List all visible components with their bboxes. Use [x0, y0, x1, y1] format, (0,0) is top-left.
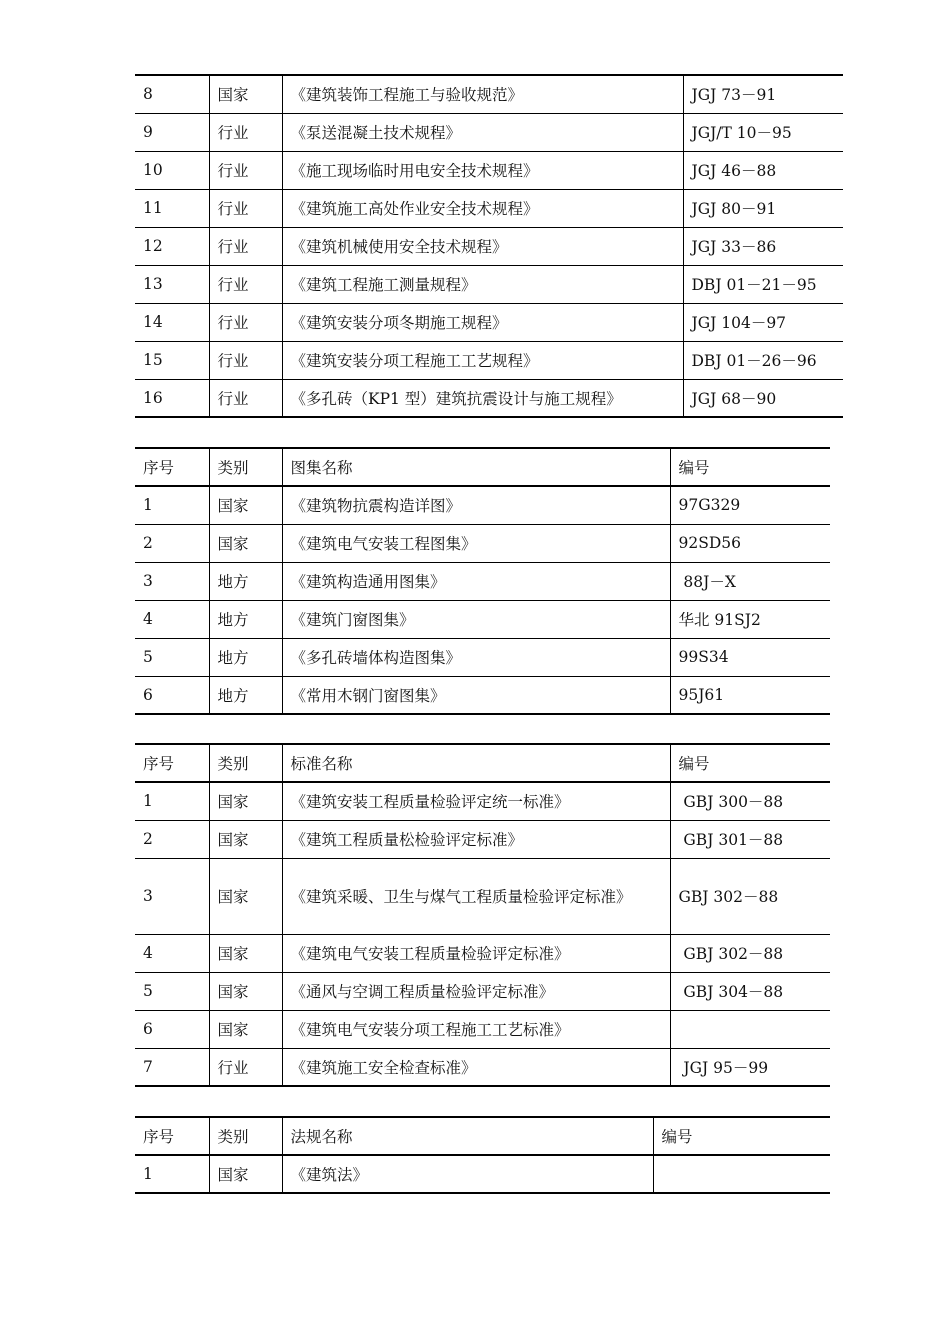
cell-category: 地方	[209, 676, 282, 714]
cell-code	[653, 1155, 830, 1193]
table-row	[135, 486, 830, 524]
cell-name: 《建筑采暖、卫生与煤气工程质量检验评定标准》	[282, 858, 670, 934]
cell-name: 《建筑法》	[282, 1155, 653, 1193]
header-no: 序号	[135, 744, 209, 782]
header-code: 编号	[670, 448, 830, 486]
cell-name: 《建筑门窗图集》	[282, 600, 670, 638]
header-name: 图集名称	[282, 448, 670, 486]
cell-category: 地方	[209, 600, 282, 638]
cell-category: 国家	[209, 934, 282, 972]
cell-category: 行业	[209, 1048, 282, 1086]
standards-table	[135, 743, 830, 1087]
cell-no: 3	[135, 562, 209, 600]
cell-code: JGJ 104－97	[683, 303, 843, 341]
cell-category: 行业	[209, 265, 282, 303]
cell-category: 行业	[209, 379, 282, 417]
cell-no: 3	[135, 858, 209, 934]
table-header-row	[135, 744, 830, 782]
table-row	[135, 151, 843, 189]
cell-code: 95J61	[670, 676, 830, 714]
header-name: 标准名称	[282, 744, 670, 782]
laws-table	[135, 1116, 830, 1194]
cell-code: JGJ 80－91	[683, 189, 843, 227]
cell-no: 10	[135, 151, 209, 189]
cell-category: 国家	[209, 1155, 282, 1193]
specifications-table	[135, 74, 843, 418]
cell-category: 行业	[209, 303, 282, 341]
cell-no: 13	[135, 265, 209, 303]
cell-no: 6	[135, 1010, 209, 1048]
cell-name: 《建筑机械使用安全技术规程》	[282, 227, 683, 265]
cell-category: 行业	[209, 227, 282, 265]
cell-name: 《建筑装饰工程施工与验收规范》	[282, 75, 683, 113]
table-row	[135, 858, 830, 934]
table-row	[135, 379, 843, 417]
cell-code: DBJ 01－21－95	[683, 265, 843, 303]
cell-no: 1	[135, 486, 209, 524]
cell-category: 国家	[209, 75, 282, 113]
cell-no: 5	[135, 972, 209, 1010]
cell-no: 4	[135, 934, 209, 972]
cell-name: 《建筑安装工程质量检验评定统一标准》	[282, 782, 670, 820]
header-name: 法规名称	[282, 1117, 653, 1155]
cell-name: 《建筑安装分项冬期施工规程》	[282, 303, 683, 341]
table-row	[135, 562, 830, 600]
cell-category: 地方	[209, 638, 282, 676]
table-row	[135, 1048, 830, 1086]
cell-code: GBJ 302－88	[670, 934, 830, 972]
cell-name: 《建筑电气安装分项工程施工工艺标准》	[282, 1010, 670, 1048]
table-row	[135, 600, 830, 638]
cell-name: 《建筑电气安装工程质量检验评定标准》	[282, 934, 670, 972]
table-row	[135, 524, 830, 562]
cell-category: 国家	[209, 972, 282, 1010]
cell-no: 12	[135, 227, 209, 265]
table-row	[135, 1155, 830, 1193]
cell-no: 15	[135, 341, 209, 379]
cell-name: 《常用木钢门窗图集》	[282, 676, 670, 714]
cell-no: 14	[135, 303, 209, 341]
table-row	[135, 227, 843, 265]
cell-code: 华北 91SJ2	[670, 600, 830, 638]
cell-category: 行业	[209, 189, 282, 227]
table-row	[135, 113, 843, 151]
cell-code: DBJ 01－26－96	[683, 341, 843, 379]
cell-name: 《建筑物抗震构造详图》	[282, 486, 670, 524]
table-row	[135, 934, 830, 972]
header-category: 类别	[209, 1117, 282, 1155]
header-code: 编号	[653, 1117, 830, 1155]
cell-no: 11	[135, 189, 209, 227]
cell-category: 行业	[209, 151, 282, 189]
table-row	[135, 972, 830, 1010]
cell-code: JGJ 73－91	[683, 75, 843, 113]
cell-name: 《通风与空调工程质量检验评定标准》	[282, 972, 670, 1010]
cell-no: 8	[135, 75, 209, 113]
cell-no: 1	[135, 782, 209, 820]
cell-code: 99S34	[670, 638, 830, 676]
header-code: 编号	[670, 744, 830, 782]
cell-code: GBJ 304－88	[670, 972, 830, 1010]
cell-name: 《多孔砖（KP1 型）建筑抗震设计与施工规程》	[282, 379, 683, 417]
cell-no: 1	[135, 1155, 209, 1193]
cell-code	[670, 1010, 830, 1048]
cell-no: 16	[135, 379, 209, 417]
cell-name: 《建筑施工安全检查标准》	[282, 1048, 670, 1086]
cell-code: JGJ 95－99	[670, 1048, 830, 1086]
cell-category: 地方	[209, 562, 282, 600]
cell-category: 国家	[209, 486, 282, 524]
cell-name: 《建筑构造通用图集》	[282, 562, 670, 600]
table-header-row	[135, 1117, 830, 1155]
table-row	[135, 1010, 830, 1048]
header-no: 序号	[135, 448, 209, 486]
cell-code: JGJ/T 10－95	[683, 113, 843, 151]
table-row	[135, 303, 843, 341]
cell-category: 国家	[209, 820, 282, 858]
cell-code: 88J－X	[670, 562, 830, 600]
atlas-table	[135, 447, 830, 715]
cell-no: 2	[135, 524, 209, 562]
table-row	[135, 189, 843, 227]
cell-code: GBJ 302－88	[670, 858, 830, 934]
cell-no: 5	[135, 638, 209, 676]
cell-name: 《建筑工程施工测量规程》	[282, 265, 683, 303]
cell-code: JGJ 33－86	[683, 227, 843, 265]
table-row	[135, 265, 843, 303]
cell-no: 7	[135, 1048, 209, 1086]
table-row	[135, 782, 830, 820]
table-row	[135, 676, 830, 714]
cell-name: 《泵送混凝土技术规程》	[282, 113, 683, 151]
cell-category: 国家	[209, 524, 282, 562]
cell-code: GBJ 300－88	[670, 782, 830, 820]
cell-code: JGJ 46－88	[683, 151, 843, 189]
cell-name: 《建筑安装分项工程施工工艺规程》	[282, 341, 683, 379]
cell-code: JGJ 68－90	[683, 379, 843, 417]
cell-category: 行业	[209, 341, 282, 379]
cell-name: 《建筑电气安装工程图集》	[282, 524, 670, 562]
header-no: 序号	[135, 1117, 209, 1155]
cell-code: GBJ 301－88	[670, 820, 830, 858]
header-category: 类别	[209, 448, 282, 486]
cell-no: 9	[135, 113, 209, 151]
cell-no: 4	[135, 600, 209, 638]
cell-name: 《建筑工程质量松检验评定标准》	[282, 820, 670, 858]
table-row	[135, 638, 830, 676]
table-header-row	[135, 448, 830, 486]
cell-category: 国家	[209, 782, 282, 820]
cell-category: 国家	[209, 858, 282, 934]
cell-name: 《建筑施工高处作业安全技术规程》	[282, 189, 683, 227]
cell-no: 2	[135, 820, 209, 858]
table-row	[135, 341, 843, 379]
cell-no: 6	[135, 676, 209, 714]
table-row	[135, 75, 843, 113]
header-category: 类别	[209, 744, 282, 782]
cell-category: 行业	[209, 113, 282, 151]
cell-name: 《多孔砖墙体构造图集》	[282, 638, 670, 676]
cell-name: 《施工现场临时用电安全技术规程》	[282, 151, 683, 189]
cell-category: 国家	[209, 1010, 282, 1048]
cell-code: 92SD56	[670, 524, 830, 562]
table-row	[135, 820, 830, 858]
cell-code: 97G329	[670, 486, 830, 524]
